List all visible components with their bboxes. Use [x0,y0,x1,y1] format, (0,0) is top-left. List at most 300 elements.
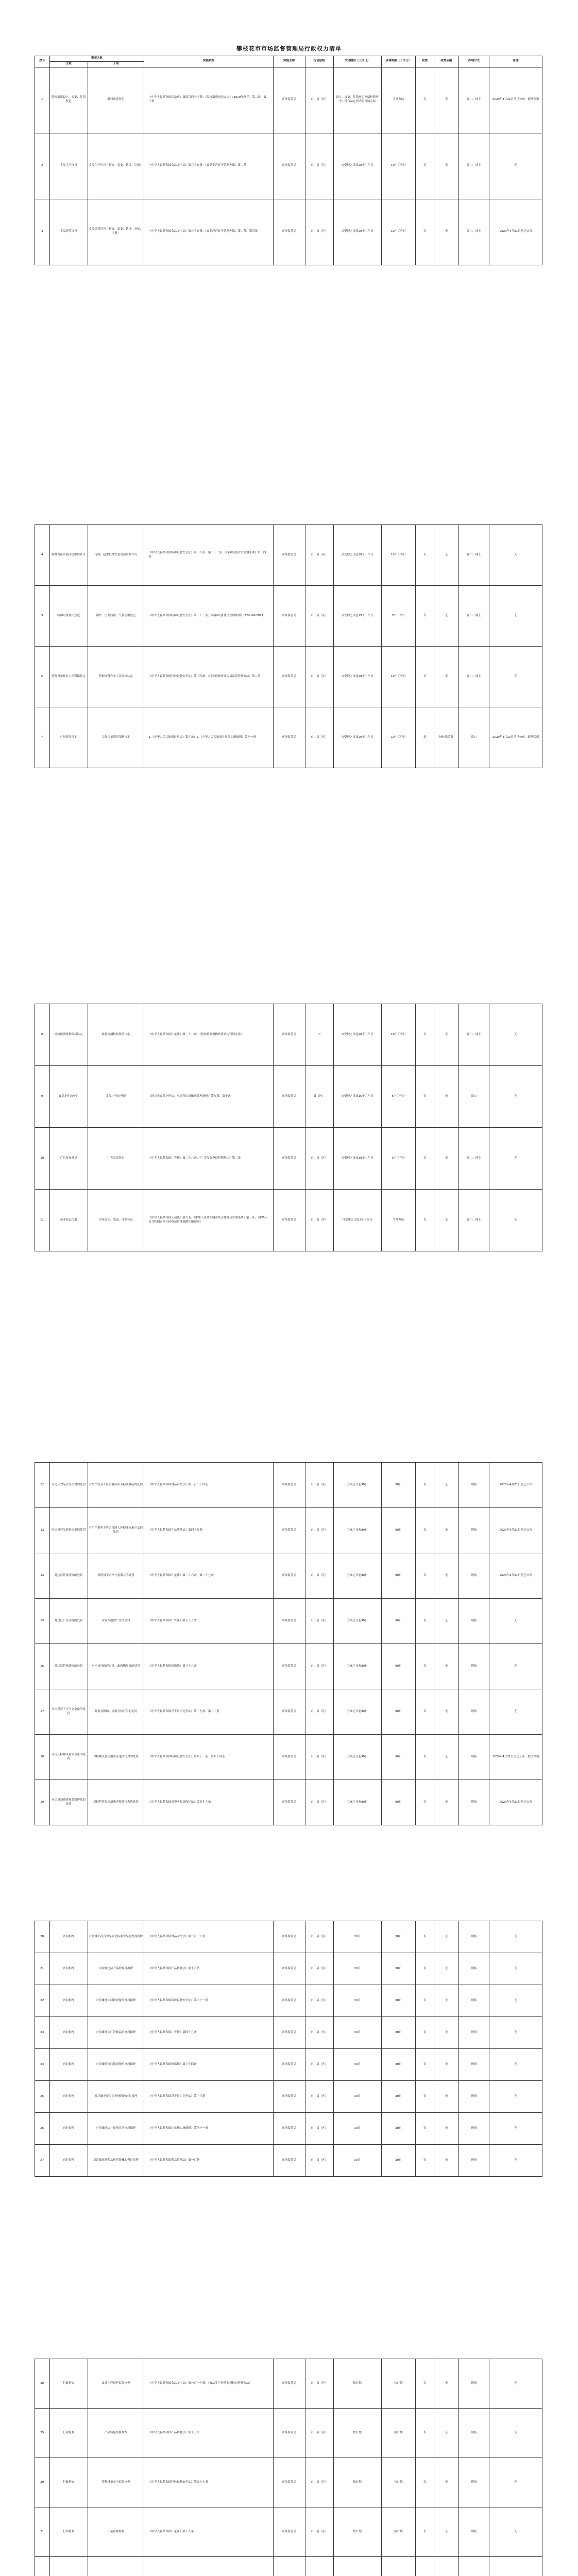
fee-std-cell: 无 [434,199,459,265]
channel-cell [458,2557,489,2576]
sub-item-cell: 产品质量监督抽查 [88,2409,144,2458]
promised-limit-cell: 90日 [381,1463,416,1508]
table-row [35,67,542,133]
basis-cell: 《四川省食品小作坊、小经营店及摊贩管理条例》第九条、第十条 [144,1066,273,1128]
header-sub-item: 子项 [88,61,144,67]
sub-item-cell: 对涉嫌违法药品医疗器械的查封扣押 [88,2145,144,2177]
promised-limit-cell: 90日 [381,1508,416,1553]
promised-limit-cell: 30日 [381,1985,416,2017]
table-row [35,2081,542,2113]
table-row [35,2359,542,2409]
scope-cell: 市、县（区） [305,1128,333,1190]
item-name-cell: 食品经营许可 [49,199,88,265]
seq-cell: 5 [35,586,50,647]
table-sheet [35,2359,542,2576]
sub-item-cell: 企业设立、变更、注销登记 [88,1190,144,1251]
sub-item-cell: 工作计量器具强制检定 [88,707,144,768]
seq-cell: 11 [35,1190,50,1251]
basis-cell: 《中华人民共和国反不正当竞争法》第十三条 [144,2081,273,2113]
channel-cell: 窗口、网上 [458,1190,489,1251]
remark-cell: 无 [489,1128,542,1190]
channel-cell: 窗口、网上 [458,67,489,133]
scope-cell: 市、县（区） [305,1985,333,2017]
scope-cell: 市、县（区） [305,1599,333,1644]
sub-item-cell: 对涉嫌不符合食品安全标准食品的查封扣押 [88,1921,144,1953]
fee-std-cell: 无 [434,2507,459,2557]
item-name-cell: 行政检查 [49,2359,88,2409]
scope-cell: 市、县（区） [305,2113,333,2145]
fee-cell: 否 [416,1599,434,1644]
fee-std-cell: 无 [434,2359,459,2409]
legal-limit-cell: 30日 [333,2017,381,2049]
basis-cell: 《中华人民共和国特种设备安全法》第十四条；《特种设备作业人员监督管理办法》第二条 [144,647,273,707]
scope-cell: 市、县（区） [305,2359,333,2409]
scope-cell: 市、县（区） [305,1508,333,1553]
promised-limit-cell: 90日 [381,1553,416,1599]
table-row [35,2049,542,2081]
remark-cell: 2020年4月21日前已公布 [489,1463,542,1508]
fee-std-cell: 无 [434,1463,459,1508]
header-seq: 序号 [35,56,50,67]
sub-item-cell: 对涉嫌不正当竞争财物的查封扣押 [88,2081,144,2113]
channel-cell: 现场 [458,2049,489,2081]
legal-limit-cell: 30日 [333,2081,381,2113]
table-row [35,1953,542,1985]
sub-item-cell: 食品生产经营监督检查 [88,2359,144,2409]
header-main-item: 主项 [49,61,88,67]
sub-item-cell: 对涉嫌违法广告物品的查封扣押 [88,2017,144,2049]
seq-cell: 13 [35,1508,50,1553]
basis-cell [144,2557,273,2576]
item-name-cell: 特种设备使用登记 [49,586,88,647]
fee-std-cell: 无 [434,2458,459,2507]
remark-cell: 无 [489,1599,542,1644]
fee-std-cell: 无 [434,1985,459,2017]
sub-item-cell: 计量监督检查 [88,2507,144,2557]
legal-limit-cell: 按计划 [333,2507,381,2557]
fee-std-cell: 无 [434,647,459,707]
remark-cell: 无 [489,1004,542,1066]
fee-std-cell: 无 [434,1508,459,1553]
subject-cell: 市场监管局 [273,2081,305,2113]
remark-cell: 无 [489,133,542,199]
fee-cell: 否 [416,2081,434,2113]
table-row [35,1644,542,1689]
subject-cell: 市场监管局 [273,707,305,768]
remark-cell: 无 [489,2507,542,2557]
legal-limit-cell: 自受理之日起20个工作日 [333,133,381,199]
subject-cell: 市场监管局 [273,1066,305,1128]
legal-limit-cell: 自受理之日起3个工作日 [333,1190,381,1251]
seq-cell: 20 [35,1921,50,1953]
scope-cell: 市、县（区） [305,199,333,265]
table-sheet [35,1462,542,1825]
fee-std-cell: 无 [434,525,459,586]
table-row [35,707,542,768]
item-name-cell: 企业登记注册 [49,1190,88,1251]
channel-cell: 窗口、网上 [458,1128,489,1190]
table-sheet [35,1004,542,1251]
scope-cell [305,2557,333,2576]
subject-cell: 市场监管局 [273,1735,305,1780]
scope-cell: 市、县（区） [305,133,333,199]
scope-cell: 市、县（区） [305,1780,333,1825]
seq-cell: 4 [35,525,50,586]
power-list-table [35,1462,542,1825]
channel-cell: 现场 [458,1599,489,1644]
promised-limit-cell: 5个工作日 [381,1128,416,1190]
scope-cell: 市、县（区） [305,2081,333,2113]
basis-cell: 《中华人民共和国产品质量法》第十五条 [144,2409,273,2458]
table-row [35,525,542,586]
table-sheet [35,56,542,265]
fee-std-cell: 无 [434,2017,459,2049]
item-name-cell: 检验检测机构资质认定 [49,1004,88,1066]
fee-cell: 否 [416,586,434,647]
promised-limit-cell [381,2557,416,2576]
table-row [35,199,542,265]
subject-cell: 市场监管局 [273,1689,305,1735]
table-row [35,2113,542,2145]
legal-limit-cell: 立案之日起90日 [333,1508,381,1553]
basis-cell: 《中华人民共和国特种设备安全法》第十八条、第二十二条；《特种设备安全监察条例》第十四条 [144,525,273,586]
item-name-cell: 查封扣押 [49,2113,88,2145]
remark-cell: 2020年4月21日前已公布 [489,1508,542,1553]
remark-cell: 无 [489,1985,542,2017]
legal-limit-cell: 30日 [333,2113,381,2145]
fee-cell: 否 [416,647,434,707]
scope-cell: 市、县（区） [305,1463,333,1508]
channel-cell: 现场 [458,1953,489,1985]
fee-std-cell: 无 [434,1599,459,1644]
promised-limit-cell: 30日 [381,2113,416,2145]
remark-cell: 无 [489,2359,542,2409]
item-name-cell: 查封扣押 [49,1953,88,1985]
item-name-cell: 对违反广告法规的处罚 [49,1599,88,1644]
sub-item-cell: 对商业贿赂、虚假宣传行为的处罚 [88,1689,144,1735]
table-row [35,1689,542,1735]
legal-limit-cell: 自受理之日起20个工作日 [333,199,381,265]
promised-limit-cell: 5个工作日 [381,1066,416,1128]
fee-cell: 否 [416,67,434,133]
channel-cell: 窗口、网上 [458,1004,489,1066]
table-row [35,1599,542,1644]
seq-cell: 23 [35,2017,50,2049]
table-row [35,1128,542,1190]
remark-cell: 2020年4月21日前已公布 [489,199,542,265]
scope-cell: 市、县（区） [305,2145,333,2177]
legal-limit-cell: 自受理之日起15个工作日 [333,1066,381,1128]
table-row [35,2145,542,2177]
basis-cell: 《中华人民共和国计量法实施细则》第四十一条 [144,2113,273,2145]
item-name-cell: 查封扣押 [49,2049,88,2081]
scope-cell: 市、县（区） [305,67,333,133]
table-row [35,2557,542,2576]
subject-cell: 市场监管局 [273,586,305,647]
promised-limit-cell: 按计划 [381,2409,416,2458]
channel-cell: 窗口、网上 [458,525,489,586]
fee-std-cell: 无 [434,1128,459,1190]
document-title: 攀枝花市市场监督管理局行政权力清单 [236,45,342,52]
fee-cell: 否 [416,1128,434,1190]
subject-cell: 市场监管局 [273,2507,305,2557]
seq-cell: 28 [35,2359,50,2409]
legal-limit-cell: 30日 [333,1985,381,2017]
promised-limit-cell: 按计划 [381,2507,416,2557]
sub-item-cell: 对涉嫌价格违法财物的查封扣押 [88,2049,144,2081]
table-sheet [35,524,542,768]
promised-limit-cell: 90日 [381,1689,416,1735]
seq-cell: 24 [35,2049,50,2081]
subject-cell: 市场监管局 [273,2145,305,2177]
seq-cell: 15 [35,1599,50,1644]
header-channel: 办理方式 [458,56,489,67]
fee-std-cell: 无 [434,1735,459,1780]
subject-cell: 市场监管局 [273,1953,305,1985]
fee-cell: 否 [416,199,434,265]
promised-limit-cell: 90日 [381,1644,416,1689]
fee-std-cell: 无 [434,1644,459,1689]
channel-cell: 现场 [458,1735,489,1780]
subject-cell: 市场监管局 [273,1921,305,1953]
sub-item-cell: 对涉嫌违法计量器具的查封扣押 [88,2113,144,2145]
promised-limit-cell: 30日 [381,2145,416,2177]
item-name-cell: 对违反反不正当竞争法的处罚 [49,1689,88,1735]
item-name-cell: 广告发布登记 [49,1128,88,1190]
scope-cell: 市、县（区） [305,1689,333,1735]
legal-limit-cell: 立案之日起90日 [333,1780,381,1825]
fee-cell: 否 [416,1004,434,1066]
subject-cell: 市场监管局 [273,2409,305,2458]
channel-cell: 窗口、网上 [458,133,489,199]
legal-limit-cell: 立案之日起90日 [333,1463,381,1508]
item-name-cell: 查封扣押 [49,2017,88,2049]
channel-cell: 现场 [458,1689,489,1735]
subject-cell: 市场监管局 [273,67,305,133]
channel-cell: 现场 [458,2409,489,2458]
subject-cell: 市场监管局 [273,1985,305,2017]
fee-cell: 否 [416,1463,434,1508]
table-row [35,1985,542,2017]
fee-cell: 否 [416,1066,434,1128]
table-row [35,2017,542,2049]
item-name-cell: 对违反计量法规的处罚 [49,1553,88,1599]
seq-cell: 2 [35,133,50,199]
fee-std-cell: 无 [434,1953,459,1985]
legal-limit-cell: 立案之日起90日 [333,1553,381,1599]
legal-limit-cell: 自受理之日起20个工作日 [333,1004,381,1066]
sub-item-cell: 对生产经营不符合食品安全标准食品的处罚 [88,1463,144,1508]
legal-limit-cell [333,2557,381,2576]
item-name-cell: 查封扣押 [49,2145,88,2177]
fee-cell: 否 [416,1508,434,1553]
fee-cell: 否 [416,2145,434,2177]
table-row [35,647,542,707]
legal-limit-cell: 30日 [333,1921,381,1953]
basis-cell: 《中华人民共和国食品安全法》第三十五条；《食品经营许可管理办法》第二条、第四条 [144,199,273,265]
sub-item-cell: 食品经营许可（新办、变更、延续、补证、注销） [88,199,144,265]
sub-item-cell: 食品小作坊登记 [88,1066,144,1128]
subject-cell: 市场监管局 [273,2017,305,2049]
seq-cell: 30 [35,2458,50,2507]
channel-cell: 窗口、网上 [458,199,489,265]
channel-cell: 现场 [458,2507,489,2557]
header-fee-std: 收费依据 [434,56,459,67]
sub-item-cell: 对不执行政府定价、政府指导价的处罚 [88,1644,144,1689]
promised-limit-cell: 10个工作日 [381,525,416,586]
table-header-row [35,56,542,62]
basis-cell: 《中华人民共和国产品质量法》第四十九条 [144,1508,273,1553]
channel-cell: 现场 [458,2113,489,2145]
remark-cell: 无 [489,1190,542,1251]
fee-cell: 否 [416,2113,434,2145]
subject-cell [273,2557,305,2576]
table-row [35,1921,542,1953]
item-name-cell: 食品小作坊登记 [49,1066,88,1128]
basis-cell: 《中华人民共和国广告法》第五十五条 [144,1599,273,1644]
fee-cell: 否 [416,2409,434,2458]
basis-cell: 《中华人民共和国产品质量法》第十八条 [144,1953,273,1985]
table-row [35,1463,542,1508]
item-name-cell: 对违反食品安全法规的处罚 [49,1463,88,1508]
remark-cell: 无 [489,2113,542,2145]
scope-cell: 县（区） [305,1066,333,1128]
subject-cell: 市场监管局 [273,2113,305,2145]
header-promised-limit: 承诺期限（工作日） [381,56,416,67]
remark-cell: 2020年4月21日前已公布 [489,1553,542,1599]
scope-cell: 市、县（区） [305,1190,333,1251]
seq-cell: 14 [35,1553,50,1599]
fee-cell: 否 [416,2049,434,2081]
basis-cell: 《中华人民共和国计量法》第二十六条、第二十七条 [144,1553,273,1599]
header-legal-limit: 法定期限（工作日） [333,56,381,67]
scope-cell: 市 [305,1004,333,1066]
remark-cell: 无 [489,2081,542,2113]
legal-limit-cell: 自受理之日起15个工作日 [333,586,381,647]
basis-cell: 1.《中华人民共和国计量法》第九条；2.《中华人民共和国计量法实施细则》第十一条 [144,707,273,768]
remark-cell: 无 [489,1644,542,1689]
subject-cell: 市场监管局 [273,1599,305,1644]
scope-cell: 市、县（区） [305,707,333,768]
promised-limit-cell: 90日 [381,1780,416,1825]
promised-limit-cell: 当场办结 [381,67,416,133]
channel-cell: 现场 [458,1463,489,1508]
item-name-cell: 查封扣押 [49,2081,88,2113]
subject-cell: 市场监管局 [273,1190,305,1251]
channel-cell: 现场 [458,1985,489,2017]
fee-std-cell: 无 [434,67,459,133]
sub-item-cell: 对生产销售不符合保障人体健康标准产品的处罚 [88,1508,144,1553]
fee-cell: 否 [416,1953,434,1985]
promised-limit-cell: 10个工作日 [381,707,416,768]
legal-limit-cell: 按计划 [333,2458,381,2507]
table-row [35,586,542,647]
header-remark: 备注 [489,56,542,67]
seq-cell: 9 [35,1066,50,1128]
fee-cell: 否 [416,1780,434,1825]
channel-cell: 现场 [458,2081,489,2113]
fee-std-cell: 无 [434,1921,459,1953]
subject-cell: 市场监管局 [273,2049,305,2081]
legal-limit-cell: 自受理之日起10个工作日 [333,1128,381,1190]
item-name-cell: 行政检查 [49,2507,88,2557]
table-row [35,133,542,199]
power-list-table [35,1004,542,1251]
legal-limit-cell: 立案之日起90日 [333,1644,381,1689]
header-basis: 实施依据 [144,56,273,67]
basis-cell: 《中华人民共和国食品安全法》第一百一十条 [144,1921,273,1953]
basis-cell: 《中华人民共和国消费者权益保护法》第五十六条 [144,1780,273,1825]
seq-cell: 6 [35,647,50,707]
remark-cell: 2020年4月21日前已公布，依法保留 [489,67,542,133]
subject-cell: 市场监管局 [273,1508,305,1553]
promised-limit-cell: 10个工作日 [381,1004,416,1066]
seq-cell: 10 [35,1128,50,1190]
scope-cell: 市、县（区） [305,2409,333,2458]
scope-cell: 市、县（区） [305,2049,333,2081]
seq-cell: 1 [35,67,50,133]
item-name-cell: 计量器具检定 [49,707,88,768]
remark-cell: 无 [489,1066,542,1128]
item-name-cell [49,2557,88,2576]
table-row [35,1190,542,1251]
power-list-table [35,56,542,265]
fee-std-cell: 无 [434,133,459,199]
seq-cell: 27 [35,2145,50,2177]
seq-cell: 8 [35,1004,50,1066]
header-scope: 行使层级 [305,56,333,67]
basis-cell: 《中华人民共和国计量法》第十八条 [144,2507,273,2557]
sub-item-cell [88,2557,144,2576]
remark-cell: 无 [489,586,542,647]
scope-cell: 市、县（区） [305,1953,333,1985]
scope-cell: 市、县（区） [305,2458,333,2507]
scope-cell: 市、县（区） [305,647,333,707]
fee-std-cell: 无 [434,1004,459,1066]
subject-cell: 市场监管局 [273,1128,305,1190]
channel-cell: 窗口、网上 [458,586,489,647]
fee-std-cell: 无 [434,1553,459,1599]
item-name-cell: 特种设备安装改造维修许可 [49,525,88,586]
legal-limit-cell: 设立、变更、注销登记申请材料齐全、符合法定形式的当场办结 [333,67,381,133]
item-name-cell: 对违反消费者权益保护法的处罚 [49,1780,88,1825]
sub-item-cell: 对涉嫌违法产品的查封扣押 [88,1953,144,1985]
legal-limit-cell: 按计划 [333,2409,381,2458]
power-list-table [35,1921,542,2177]
seq-cell: 16 [35,1644,50,1689]
sub-item-cell: 广告发布登记 [88,1128,144,1190]
remark-cell: 2020年4月21日前已公布，依法保留 [489,1735,542,1780]
sub-item-cell: 特种设备安全监督检查 [88,2458,144,2507]
fee-std-cell: 无 [434,2409,459,2458]
basis-cell: 《中华人民共和国价格法》第三十九条 [144,1644,273,1689]
table-sheet [35,1921,542,2177]
sub-item-cell: 食品生产许可（新办、变更、延续、注销） [88,133,144,199]
channel-cell: 现场 [458,1644,489,1689]
channel-cell: 现场 [458,2458,489,2507]
basis-cell: 《中华人民共和国食品安全法》第三十五条；《食品生产许可管理办法》第二条 [144,133,273,199]
subject-cell: 市场监管局 [273,647,305,707]
remark-cell: 无 [489,2049,542,2081]
item-name-cell: 对违反价格法规的处罚 [49,1644,88,1689]
item-name-cell: 对违反产品质量法规的处罚 [49,1508,88,1553]
fee-cell: 否 [416,2458,434,2507]
sub-item-cell: 对涉嫌违法特种设备的查封扣押 [88,1985,144,2017]
fee-std-cell: 无 [434,2145,459,2177]
promised-limit-cell: 10个工作日 [381,647,416,707]
seq-cell: 31 [35,2507,50,2557]
table-row [35,1066,542,1128]
